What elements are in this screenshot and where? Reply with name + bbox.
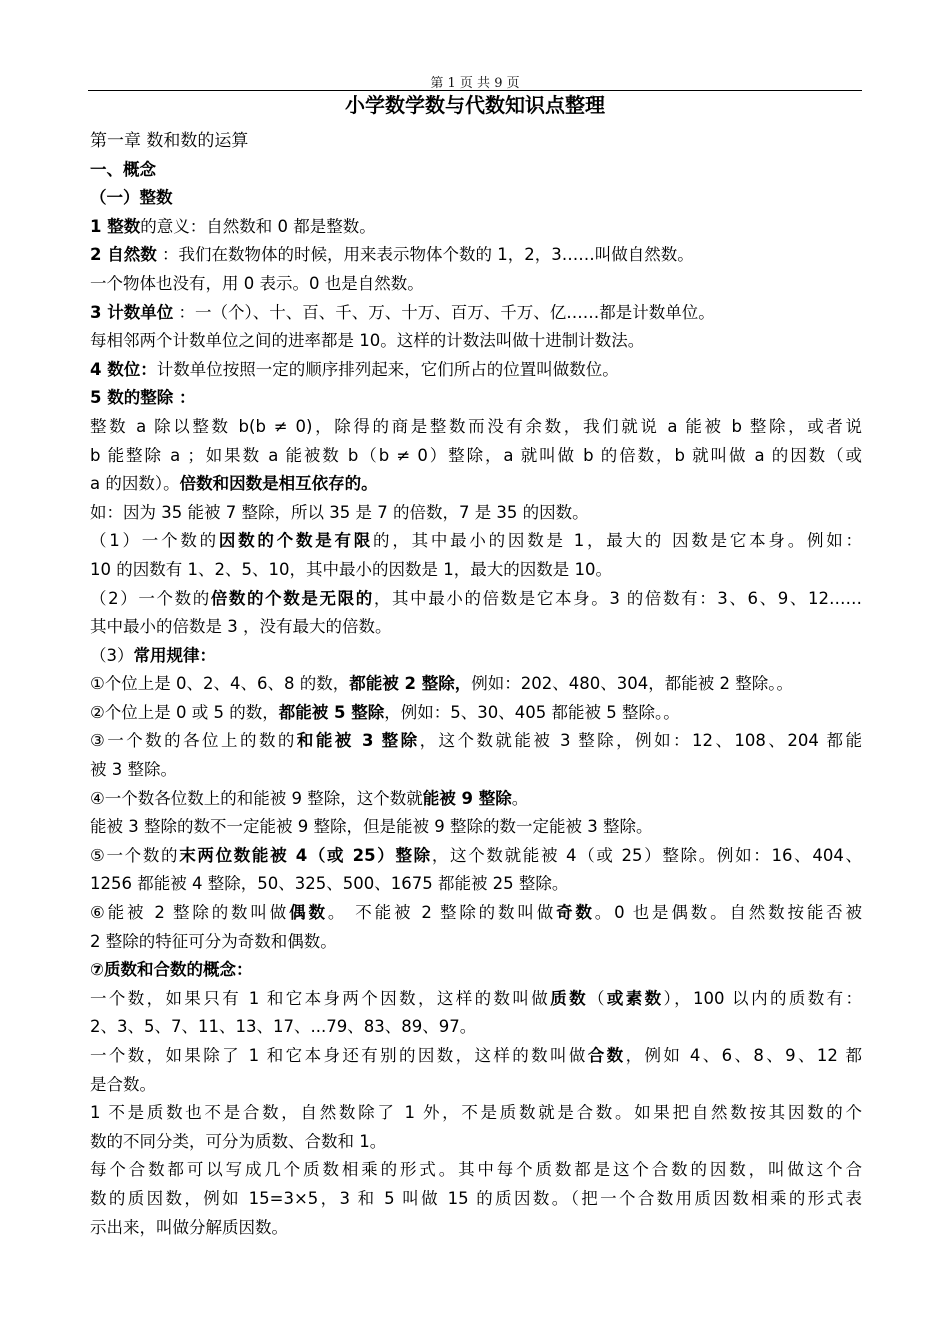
bold-text: 4 数位： (90, 359, 157, 379)
text-run: （1）一个数的 (90, 531, 219, 551)
text-line (90, 299, 862, 328)
text-run: 的意义：自然数和 0 都是整数。 (140, 216, 376, 236)
text-run: 。 (511, 788, 529, 808)
text-run: 数的不同分类，可分为质数、合数和 1。 (90, 1131, 387, 1151)
bold-text: 倍数的个数是无限的 (210, 588, 374, 608)
text-run: ，其中最小的倍数是它本身。3 的倍数有：3、6、9、12…… (373, 588, 862, 608)
bold-text: 奇数 (556, 903, 595, 923)
bold-text: 或素数 (606, 988, 664, 1008)
bold-text: 质数 (550, 988, 588, 1008)
text-line (90, 241, 862, 270)
text-line (90, 613, 862, 642)
text-line (90, 699, 862, 728)
text-line (90, 727, 862, 756)
text-run: 一个数，如果只有 1 和它本身两个因数，这样的数叫做 (90, 988, 551, 1008)
text-line (90, 270, 862, 299)
text-run: b 能整除 a ；如果数 a 能被数 b（b ≠ 0）整除，a 就叫做 b 的倍数，b 就叫做 a 的因数（或 (90, 445, 862, 465)
text-line (90, 956, 862, 985)
bold-text: 末两位数能被 4（或 25）整除 (179, 845, 432, 865)
document-body (90, 127, 862, 1242)
text-line (90, 1214, 862, 1243)
bold-text: 和能被 3 整除 (296, 731, 420, 751)
text-run: 一个物体也没有，用 0 表示。0 也是自然数。 (90, 273, 424, 293)
bold-text: 因数的个数是有限 (218, 531, 374, 551)
text-line (90, 756, 862, 785)
text-line (90, 670, 862, 699)
text-run: 2 整除的特征可分为奇数和偶数。 (90, 931, 337, 951)
text-run: ：一（个）、十、百、千、万、十万、百万、千万、亿……都是计数单位。 (173, 302, 715, 322)
text-line (90, 184, 862, 213)
text-run: ④一个数各位数上的和能被 9 整除，这个数就 (90, 788, 423, 808)
text-line (90, 928, 862, 957)
bold-text: 倍数和因数是相互依存的。 (179, 474, 378, 494)
text-line (90, 556, 862, 585)
text-run: （ (587, 988, 607, 1008)
text-line (90, 384, 862, 413)
text-run: ③一个数的各位上的数的 (90, 731, 297, 751)
bold-text: 都能被 2 整除， (349, 674, 472, 694)
bold-text: （一）整数 (90, 188, 173, 208)
text-line (90, 813, 862, 842)
text-run: （2）一个数的 (90, 588, 211, 608)
text-line (90, 527, 862, 556)
text-run: ，这个数就能被 4（或 25）整除。例如：16、404、 (431, 845, 862, 865)
text-line (90, 499, 862, 528)
text-run: 其中最小的倍数是 3 ，没有最大的倍数。 (90, 617, 392, 637)
text-line (90, 156, 862, 185)
bold-text: 2 自然数 (90, 245, 157, 265)
text-line (90, 1013, 862, 1042)
text-run: 第一章 数和数的运算 (90, 131, 249, 151)
text-line (90, 785, 862, 814)
text-run: 的，其中最小的因数是 1，最大的 因数是它本身。例如： (373, 531, 863, 551)
text-line (90, 1071, 862, 1100)
text-run: ：我们在数物体的时候，用来表示物体个数的 1，2，3……叫做自然数。 (156, 245, 694, 265)
text-run: （3） (90, 645, 134, 665)
bold-text: 合数 (587, 1046, 626, 1065)
text-run: 能被 3 整除的数不一定能被 9 整除，但是能被 9 整除的数一定能被 3 整除。 (90, 817, 653, 837)
text-line (90, 470, 862, 499)
text-line (90, 327, 862, 356)
text-line (90, 1042, 862, 1071)
text-line (90, 1156, 862, 1185)
text-line (90, 899, 862, 928)
text-line (90, 642, 862, 671)
document-title: 小学数学数与代数知识点整理 (345, 93, 605, 117)
text-line (90, 356, 862, 385)
bold-text: 常用规律： (133, 645, 216, 665)
text-run: 数的质因数，例如 15=3×5，3 和 5 叫做 15 的质因数。（把一个合数用质因数相乘的形式表 (90, 1188, 862, 1208)
bold-text: 5 数的整除 ： (90, 388, 196, 408)
bold-text: 1 整数 (90, 216, 141, 236)
text-run: ，这个数就能被 3 整除，例如：12、108、204 都能 (419, 731, 862, 751)
text-line (90, 985, 862, 1014)
text-run: 2、3、5、7、11、13、17、...79、83、89、97。 (90, 1017, 477, 1037)
text-line (90, 1099, 862, 1128)
text-run: ②个位上是 0 或 5 的数， (90, 702, 279, 722)
text-run: 。 不能被 2 整除的数叫做 (327, 903, 557, 923)
text-run: 计数单位按照一定的顺序排列起来，它们所占的位置叫做数位。 (156, 359, 619, 379)
text-run: 是合数。 (90, 1074, 156, 1094)
text-run: 如：因为 35 能被 7 整除，所以 35 是 7 的倍数，7 是 35 的因数。 (90, 502, 589, 522)
text-run: 。0 也是偶数。自然数按能否被 (594, 903, 863, 923)
text-run: ⑤一个数的 (90, 845, 180, 865)
text-run: ①个位上是 0、2、4、6、8 的数， (90, 674, 350, 694)
bold-text: 3 计数单位 (90, 302, 174, 322)
text-line (90, 442, 862, 471)
text-line (90, 1128, 862, 1157)
text-line (90, 127, 862, 156)
text-run: 每相邻两个计数单位之间的进率都是 10。这样的计数法叫做十进制计数法。 (90, 331, 645, 351)
text-run: 示出来，叫做分解质因数。 (90, 1217, 288, 1237)
text-run: ，例如：5、30、405 都能被 5 整除。。 (384, 702, 680, 722)
text-line (90, 842, 862, 871)
text-line (90, 413, 862, 442)
text-run: 整数 a 除以整数 b(b ≠ 0)，除得的商是整数而没有余数，我们就说 a 能被 b 整除，或者说 (90, 416, 862, 436)
bold-text: 都能被 5 整除 (278, 702, 385, 722)
text-line (90, 1185, 862, 1214)
bold-text: 一、概念 (90, 159, 156, 179)
text-run: 一个数，如果除了 1 和它本身还有别的因数，这样的数叫做 (90, 1046, 588, 1065)
text-line (90, 213, 862, 242)
text-run: ⑥能被 2 整除的数叫做 (90, 903, 290, 923)
text-run: 被 3 整除。 (90, 760, 177, 780)
text-run: 每个合数都可以写成几个质数相乘的形式。其中每个质数都是这个合数的因数，叫做这个合 (90, 1160, 862, 1180)
text-run: 例如：202、480、304，都能被 2 整除。。 (471, 674, 793, 694)
text-line (90, 585, 862, 614)
text-run: 1 不是质数也不是合数，自然数除了 1 外，不是质数就是合数。如果把自然数按其因数的个 (90, 1103, 862, 1123)
text-run: 1256 都能被 4 整除，50、325、500、1675 都能被 25 整除。 (90, 874, 569, 894)
text-line (90, 870, 862, 899)
text-run: ，例如 4、6、8、9、12 都 (625, 1046, 862, 1065)
bold-text: ⑦质数和合数的概念： (90, 960, 253, 980)
bold-text: 能被 9 整除 (422, 788, 512, 808)
running-head: 第 1 页 共 9 页 (430, 76, 520, 91)
text-run: a 的因数）。 (90, 474, 180, 494)
bold-text: 偶数 (289, 903, 328, 923)
text-run: 10 的因数有 1、2、5、10，其中最小的因数是 1，最大的因数是 10。 (90, 559, 612, 579)
text-run: ），100 以内的质数有： (663, 988, 863, 1008)
